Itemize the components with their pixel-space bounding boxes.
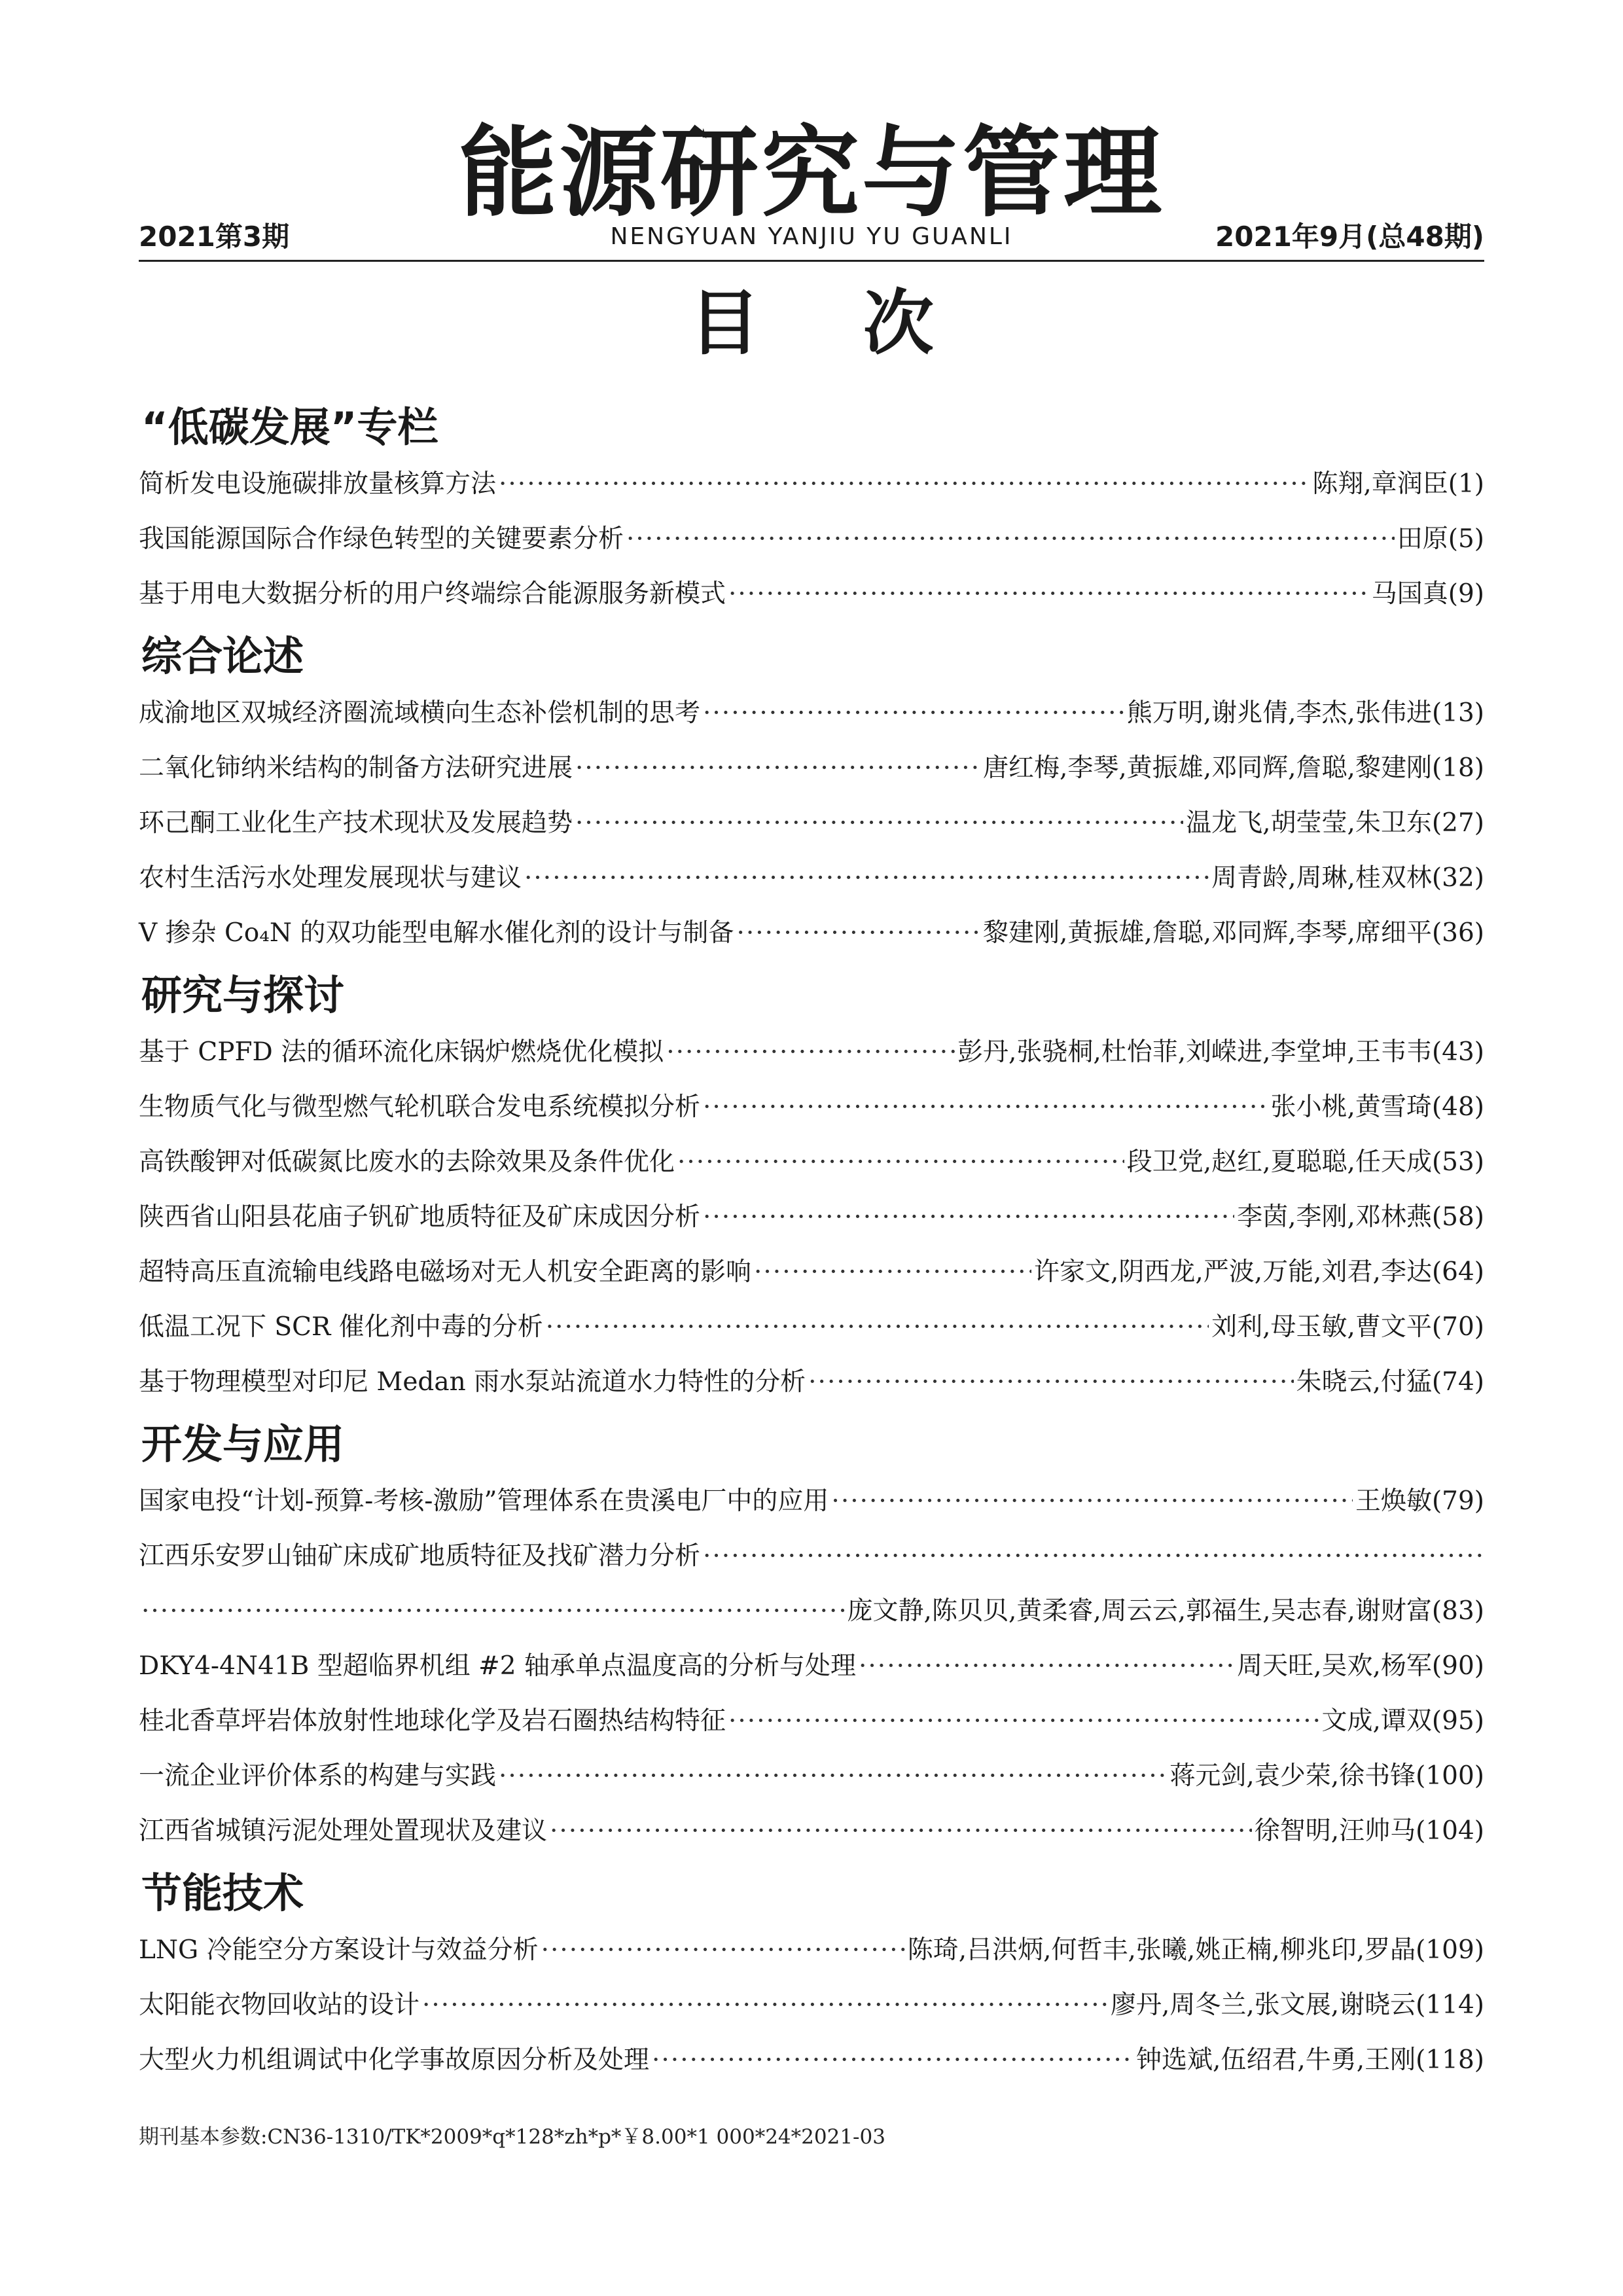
dot-leader [575,741,980,796]
section-heading: 开发与应用 [141,1420,345,1468]
article-authors-page: 朱晓云,付猛(74) [1296,1367,1484,1397]
toc-entry[interactable] [139,851,1484,906]
dot-leader [703,1080,1268,1135]
article-title: 一流企业评价体系的构建与实践 [139,1761,497,1791]
article-title: 超特高压直流输电线路电磁场对无人机安全距离的影响 [139,1257,752,1287]
dot-leader [728,567,1369,622]
masthead-row [139,217,1484,257]
dot-leader [754,1245,1031,1300]
dot-leader [703,686,1124,741]
article-title: 国家电投“计划-预算-考核-激励”管理体系在贵溪电厂中的应用 [139,1486,829,1516]
toc-entry[interactable] [139,2033,1484,2088]
article-authors-page: 王焕敏(79) [1355,1486,1484,1516]
toc-section [139,398,1484,622]
article-authors-page: 许家文,阴西龙,严波,万能,刘君,李达(64) [1033,1257,1484,1287]
article-authors-page: 周天旺,吴欢,杨军(90) [1237,1651,1484,1681]
toc-entry[interactable] [139,1025,1484,1080]
toc-heading: 目 次 [689,283,973,365]
article-title: 我国能源国际合作绿色转型的关键要素分析 [139,524,624,554]
dot-leader [736,906,980,961]
article-authors-page: 文成,谭双(95) [1321,1706,1484,1736]
dot-leader [626,512,1395,567]
article-authors-page: 马国真(9) [1371,579,1484,609]
article-title: 二氧化铈纳米结构的制备方法研究进展 [139,753,573,783]
journal-pinyin: NENGYUAN YANJIU YU GUANLI [610,223,1013,250]
dot-leader [703,1529,1482,1584]
dot-leader [546,1300,1209,1355]
article-title: 基于 CPFD 法的循环流化床锅炉燃烧优化模拟 [139,1037,664,1067]
dot-leader [652,2033,1133,2088]
toc-entry[interactable] [139,796,1484,851]
article-authors-page: 周青龄,周琳,桂双林(32) [1211,863,1484,893]
article-title: 桂北香草坪岩体放射性地球化学及岩石圈热结构特征 [139,1706,726,1736]
toc-entry[interactable] [139,457,1484,512]
article-title: V 掺杂 Co₄N 的双功能型电解水催化剂的设计与制备 [139,918,734,948]
article-title: 陕西省山阳县花庙子钒矿地质特征及矿床成因分析 [139,1202,701,1232]
toc-entry[interactable] [139,1639,1484,1694]
article-title: 江西乐安罗山铀矿床成矿地质特征及找矿潜力分析 [139,1541,701,1571]
article-title: 基于物理模型对印尼 Medan 雨水泵站流道水力特性的分析 [139,1367,806,1397]
toc-entry[interactable] [139,741,1484,796]
toc-entry[interactable] [139,512,1484,567]
dot-leader [728,1694,1319,1749]
toc-entry[interactable] [139,1749,1484,1804]
article-title: 大型火力机组调试中化学事故原因分析及处理 [139,2045,650,2075]
section-heading: 综合论述 [141,632,304,680]
article-title: 环己酮工业化生产技术现状及发展趋势 [139,808,573,838]
toc-section [139,1415,1484,1859]
toc-entry[interactable] [139,567,1484,622]
article-title: 生物质气化与微型燃气轮机联合发电系统模拟分析 [139,1092,701,1122]
toc-entry[interactable] [139,1355,1484,1410]
article-authors-page: 陈翔,章润臣(1) [1312,469,1484,499]
section-heading: 节能技术 [141,1869,304,1917]
article-title: DKY4-4N41B 型超临界机组 #2 轴承单点温度高的分析与处理 [139,1651,856,1681]
article-authors-page: 段卫党,赵红,夏聪聪,任天成(53) [1126,1147,1484,1177]
article-title: 高铁酸钾对低碳氮比废水的去除效果及条件优化 [139,1147,675,1177]
toc-entry[interactable] [139,1300,1484,1355]
dot-leader [141,1584,845,1639]
article-authors-page: 温龙飞,胡莹莹,朱卫东(27) [1186,808,1484,838]
dot-leader [703,1190,1234,1245]
toc-entry[interactable] [139,1245,1484,1300]
section-heading: “低碳发展”专栏 [141,403,438,451]
article-title: 低温工况下 SCR 催化剂中毒的分析 [139,1312,543,1342]
dot-leader [541,1923,905,1978]
toc-entry[interactable] [139,1474,1484,1529]
article-authors-page: 钟选斌,伍绍君,牛勇,王刚(118) [1135,2045,1484,2075]
article-title: 江西省城镇污泥处理处置现状及建议 [139,1816,548,1846]
toc-entry[interactable] [139,1584,1484,1639]
header-divider [139,260,1484,262]
dot-leader [499,1749,1167,1804]
toc-entry[interactable] [139,906,1484,961]
dot-leader [666,1025,955,1080]
table-of-contents [139,393,1484,2088]
dot-leader [550,1804,1252,1859]
article-title: 农村生活污水处理发展现状与建议 [139,863,522,893]
dot-leader [524,851,1209,906]
article-authors-page: 田原(5) [1397,524,1484,554]
toc-section [139,966,1484,1410]
dot-leader [575,796,1183,851]
dot-leader [808,1355,1293,1410]
article-authors-page: 刘利,母玉敏,曹文平(70) [1211,1312,1484,1342]
article-title: 基于用电大数据分析的用户终端综合能源服务新模式 [139,579,726,609]
dot-leader [859,1639,1234,1694]
article-authors-page: 陈琦,吕洪炳,何哲丰,张曦,姚正楠,柳兆印,罗晶(109) [907,1935,1484,1965]
toc-entry[interactable] [139,1190,1484,1245]
section-heading: 研究与探讨 [141,971,345,1019]
toc-entry[interactable] [139,1804,1484,1859]
article-title: 成渝地区双城经济圈流域横向生态补偿机制的思考 [139,698,701,728]
toc-entry[interactable] [139,1080,1484,1135]
toc-entry[interactable] [139,1135,1484,1190]
toc-section [139,1864,1484,2088]
issue-date: 2021年9月(总48期) [1215,221,1484,253]
toc-entry[interactable] [139,686,1484,741]
article-authors-page: 张小桃,黄雪琦(48) [1270,1092,1484,1122]
article-authors-page: 黎建刚,黄振雄,詹聪,邓同辉,李琴,席细平(36) [982,918,1484,948]
article-authors-page: 熊万明,谢兆倩,李杰,张伟进(13) [1126,698,1484,728]
journal-title: 能源研究与管理 [458,117,1164,230]
toc-entry[interactable] [139,1923,1484,1978]
article-authors-page: 彭丹,张骁桐,杜怡菲,刘嵘进,李堂坤,王韦韦(43) [957,1037,1484,1067]
dot-leader [831,1474,1353,1529]
article-title: 简析发电设施碳排放量核算方法 [139,469,497,499]
toc-entry[interactable] [139,1978,1484,2033]
dot-leader [499,457,1310,512]
dot-leader [422,1978,1108,2033]
article-title: 太阳能衣物回收站的设计 [139,1990,420,2020]
article-authors-page: 廖丹,周冬兰,张文展,谢晓云(114) [1110,1990,1484,2020]
toc-entry[interactable] [139,1694,1484,1749]
article-authors-page: 庞文静,陈贝贝,黄柔睿,周云云,郭福生,吴志春,谢财富(83) [847,1596,1484,1626]
article-authors-page: 唐红梅,李琴,黄振雄,邓同辉,詹聪,黎建刚(18) [982,753,1484,783]
article-authors-page: 徐智明,汪帅马(104) [1254,1816,1484,1846]
article-authors-page: 蒋元剑,袁少荣,徐书锋(100) [1169,1761,1484,1791]
journal-parameters: 期刊基本参数:CN36-1310/TK*2009*q*128*zh*p*￥8.00*1 000*24*2021-03 [139,2125,885,2149]
toc-entry[interactable] [139,1529,1484,1584]
article-title: LNG 冷能空分方案设计与效益分析 [139,1935,539,1965]
toc-section [139,627,1484,961]
issue-number: 2021第3期 [139,221,290,253]
article-authors-page: 李茵,李刚,邓林燕(58) [1237,1202,1484,1232]
dot-leader [677,1135,1124,1190]
